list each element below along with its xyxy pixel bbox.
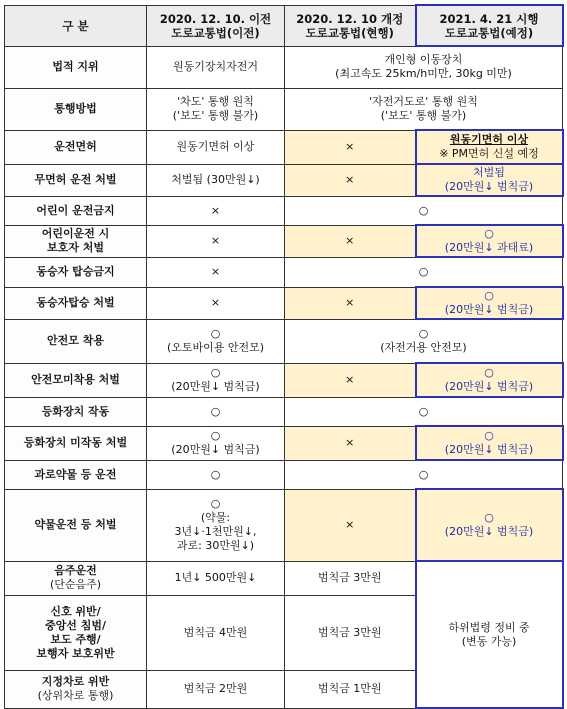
row-label: 운전면허	[5, 130, 147, 164]
row-label: 무면허 운전 처벌	[5, 164, 147, 196]
current-cell: ×	[285, 489, 416, 561]
table-row	[5, 164, 563, 196]
table-row	[5, 561, 563, 595]
row-label: 법적 지위	[5, 46, 147, 88]
table-row	[5, 287, 563, 319]
before-cell: 범칙금 2만원	[147, 670, 285, 708]
row-label: 동승자 탑승금지	[5, 257, 147, 287]
before-cell: '차도' 통행 원칙 ('보도' 통행 불가)	[147, 88, 285, 130]
before-cell: ○ (20만원↓ 범칙금)	[147, 426, 285, 460]
table-row	[5, 397, 563, 426]
table-row	[5, 196, 563, 225]
category-header: 구 분	[5, 5, 147, 46]
merged-cell: ○	[285, 196, 563, 225]
row-label: 동승자탑승 처벌	[5, 287, 147, 319]
table-row	[5, 88, 563, 130]
planned-group-cell: 하위법령 정비 중 (변동 가능)	[416, 561, 563, 708]
before-cell: ○ (20만원↓ 범칙금)	[147, 363, 285, 397]
row-label: 등화장치 작동	[5, 397, 147, 426]
header-row	[5, 5, 563, 46]
current-cell: 범칙금 3만원	[285, 595, 416, 670]
before-header: 2020. 12. 10. 이전 도로교통법(이전)	[147, 5, 285, 46]
row-label: 안전모미착용 처벌	[5, 363, 147, 397]
current-cell: ×	[285, 287, 416, 319]
table-row	[5, 426, 563, 460]
row-label: 등화장치 미작동 처벌	[5, 426, 147, 460]
before-cell: ○	[147, 460, 285, 489]
table-row	[5, 130, 563, 164]
current-cell: ×	[285, 130, 416, 164]
merged-cell: ○ (자전거용 안전모)	[285, 319, 563, 363]
current-cell: ×	[285, 225, 416, 257]
merged-cell: ○	[285, 460, 563, 489]
table-row	[5, 319, 563, 363]
before-cell: 범칙금 4만원	[147, 595, 285, 670]
merged-cell: ○	[285, 397, 563, 426]
row-label: 어린이운전 시 보호자 처벌	[5, 225, 147, 257]
planned-cell: ○ (20만원↓ 과태료)	[416, 225, 563, 257]
before-cell: 원동기장치자전거	[147, 46, 285, 88]
row-label: 과로약물 등 운전	[5, 460, 147, 489]
table-row	[5, 489, 563, 561]
planned-cell: ○ (20만원↓ 범칙금)	[416, 489, 563, 561]
row-label: 신호 위반/ 중앙선 침범/ 보도 주행/ 보행자 보호위반	[5, 595, 147, 670]
row-label: 약물운전 등 처벌	[5, 489, 147, 561]
current-cell: ×	[285, 363, 416, 397]
row-label: 통행방법	[5, 88, 147, 130]
row-label: 어린이 운전금지	[5, 196, 147, 225]
table-row	[5, 46, 563, 88]
current-cell: ×	[285, 164, 416, 196]
planned-cell: ○ (20만원↓ 범칙금)	[416, 426, 563, 460]
planned-cell: ○ (20만원↓ 범칙금)	[416, 287, 563, 319]
merged-cell: 개인형 이동장치 (최고속도 25km/h미만, 30kg 미만)	[285, 46, 563, 88]
table-row	[5, 363, 563, 397]
before-cell: 처벌됨 (30만원↓)	[147, 164, 285, 196]
table-row	[5, 225, 563, 257]
row-label: 지정차로 위반 (상위차로 통행)	[5, 670, 147, 708]
before-cell: ×	[147, 287, 285, 319]
current-header: 2020. 12. 10 개정 도로교통법(현행)	[285, 5, 416, 46]
planned-cell: 원동기면허 이상 ※ PM면허 신설 예정	[416, 130, 563, 164]
before-cell: 1년↓ 500만원↓	[147, 561, 285, 595]
law-comparison-table	[4, 4, 564, 709]
current-cell: ×	[285, 426, 416, 460]
before-cell: ○	[147, 397, 285, 426]
merged-cell: ○	[285, 257, 563, 287]
before-cell: 원동기면허 이상	[147, 130, 285, 164]
merged-cell: '자전거도로' 통행 원칙 ('보도' 통행 불가)	[285, 88, 563, 130]
before-cell: ×	[147, 196, 285, 225]
planned-header: 2021. 4. 21 시행 도로교통법(예정)	[416, 5, 563, 46]
before-cell: ○ (약물: 3년↓·1천만원↓, 과로: 30만원↓)	[147, 489, 285, 561]
table-row	[5, 460, 563, 489]
before-cell: ×	[147, 257, 285, 287]
planned-cell: ○ (20만원↓ 범칙금)	[416, 363, 563, 397]
before-cell: ×	[147, 225, 285, 257]
planned-cell: 처벌됨 (20만원↓ 범칙금)	[416, 164, 563, 196]
row-label: 음주운전 (단순음주)	[5, 561, 147, 595]
current-cell: 범칙금 3만원	[285, 561, 416, 595]
row-label: 안전모 착용	[5, 319, 147, 363]
before-cell: ○ (오토바이용 안전모)	[147, 319, 285, 363]
current-cell: 범칙금 1만원	[285, 670, 416, 708]
table-row	[5, 257, 563, 287]
